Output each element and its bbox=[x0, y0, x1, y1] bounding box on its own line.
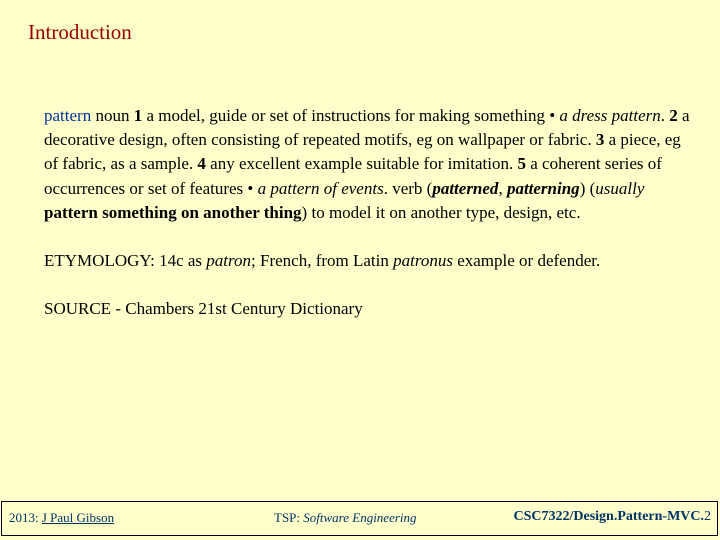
footer-year: 2013: bbox=[9, 510, 39, 525]
etymology-text-2: ; French, from Latin bbox=[251, 251, 389, 271]
part-of-speech: noun bbox=[95, 106, 130, 125]
verb-form-2: patterning bbox=[506, 178, 580, 198]
slide-footer bbox=[1, 501, 718, 536]
doc-ref: CSC7322/Design.Pattern-MVC. bbox=[513, 509, 704, 524]
sense-3-text: a piece, eg of fabric, as a sample. bbox=[44, 130, 681, 174]
course-name: Software Engineering bbox=[303, 510, 417, 525]
etymology-text-1: 14c as bbox=[159, 251, 203, 271]
sense-5-text: a coherent series of occurrences or set of features bbox=[44, 154, 662, 198]
sense-number-4: 4 bbox=[197, 154, 206, 174]
sense-number-5: 5 bbox=[517, 154, 526, 174]
source-paragraph: SOURCE - Chambers 21st Century Dictionary bbox=[44, 299, 363, 319]
phrase: pattern something on another thing bbox=[44, 202, 302, 222]
example-bullet-2: • bbox=[247, 178, 254, 198]
etymology-word-2: patronus bbox=[393, 251, 453, 271]
sense-number-2: 2 bbox=[669, 106, 678, 125]
etymology-text-3: example or defender. bbox=[457, 251, 601, 271]
sense-number-3: 3 bbox=[595, 130, 605, 150]
sense-1-example: a dress pattern bbox=[559, 106, 661, 125]
footer-doc-ref bbox=[513, 509, 711, 525]
sense-2-text: a decorative design, often consisting of repeated motifs, eg on wallpaper or fabric. bbox=[44, 106, 690, 150]
usage-note: usually bbox=[595, 178, 645, 198]
sense-5-example: a pattern of events bbox=[257, 178, 384, 198]
sense-number-1: 1 bbox=[133, 106, 143, 125]
phrase-definition: to model it on another type, design, etc. bbox=[311, 202, 581, 222]
example-bullet-1: • bbox=[549, 106, 556, 125]
sense-4-text: any excellent example suitable for imitation. bbox=[210, 154, 514, 174]
verb-form-1: patterned bbox=[432, 178, 499, 198]
headword: pattern bbox=[44, 106, 92, 125]
verb-label: verb bbox=[392, 178, 423, 198]
page-number: 2 bbox=[704, 509, 711, 524]
footer-author bbox=[9, 510, 114, 526]
definition-paragraph: pattern noun 1 a model, guide or set of instructions for making something • a dress pattern. 2 a decorative design, often consisting of repeated motifs, eg on wallpaper or fabric. 3 a piece, eg of fabric, as a sample. 4 any excellent example suitable for imitation. 5 a coherent series of occurrences or set of features • a pattern of events. verb (patterned, patterning) (usually pattern something on another thing) to model it on another type, design, etc. bbox=[44, 106, 690, 222]
footer-course bbox=[274, 510, 417, 526]
sense-1-text: a model, guide or set of instructions for making something bbox=[146, 106, 545, 125]
etymology-paragraph bbox=[44, 249, 694, 273]
etymology-label: ETYMOLOGY: bbox=[44, 251, 155, 271]
etymology-word-1: patron bbox=[206, 251, 252, 271]
slide-content bbox=[44, 104, 694, 321]
course-prefix: TSP: bbox=[274, 510, 301, 525]
slide-title: Introduction bbox=[28, 20, 132, 44]
author-link[interactable]: J Paul Gibson bbox=[41, 510, 115, 525]
